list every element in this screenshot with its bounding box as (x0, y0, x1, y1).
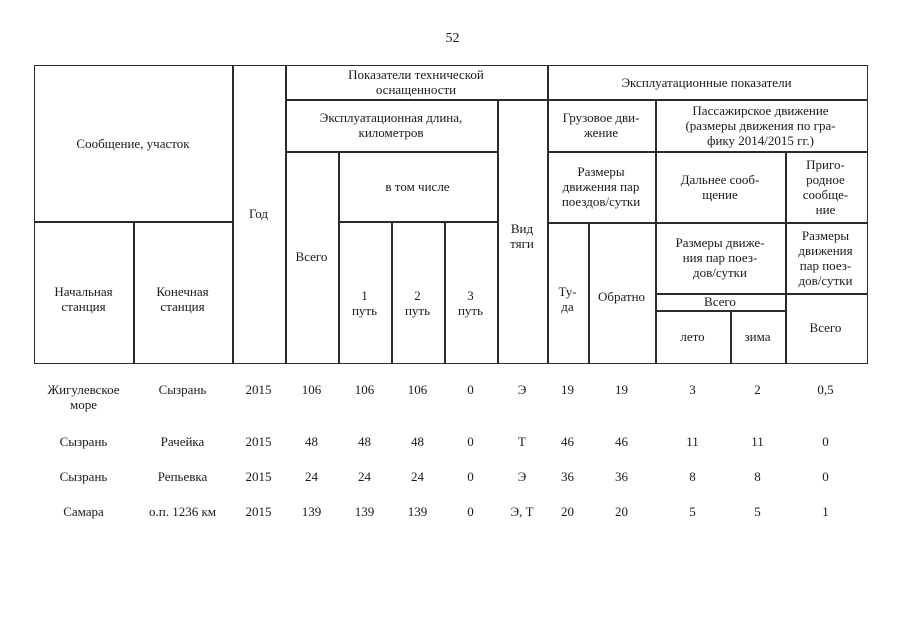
header-end-station: Конечная станция (156, 283, 209, 314)
cell-back: 46 (615, 434, 628, 449)
cell-track-2: 48 (411, 434, 424, 449)
header-track-3: 3 путь (457, 287, 484, 318)
header-sub-total: Всего (809, 320, 842, 335)
cell-summer: 5 (689, 504, 696, 519)
cell-there: 19 (561, 382, 574, 397)
cell-winter: 8 (754, 469, 761, 484)
cell-total: 139 (301, 504, 322, 519)
cell-summer: 3 (689, 382, 696, 397)
header-suburban: Приго- родное сообще- ние (802, 156, 849, 217)
cell-track-3: 0 (467, 382, 474, 397)
cell-traction: Э, Т (510, 504, 534, 519)
header-route: Сообщение, участок (76, 135, 190, 151)
cell-start: Сызрань (59, 434, 108, 449)
header-operational-length: Эксплуатационная длина, километров (319, 110, 463, 140)
cell-winter: 5 (754, 504, 761, 519)
cell-total: 106 (301, 382, 322, 397)
cell-suburban: 1 (822, 504, 829, 519)
cell-summer: 8 (689, 469, 696, 484)
cell-year: 2015 (245, 469, 272, 484)
header-including: в том числе (385, 178, 450, 194)
cell-there: 20 (561, 504, 574, 519)
cell-track-1: 48 (358, 434, 371, 449)
header-ld-sizes: Размеры движе- ния пар поез- дов/сутки (675, 235, 765, 280)
cell-track-3: 0 (467, 469, 474, 484)
cell-track-3: 0 (467, 504, 474, 519)
header-track-1: 1 путь (351, 287, 378, 318)
cell-back: 19 (615, 382, 628, 397)
cell-start: Самара (63, 504, 104, 519)
cell-track-2: 24 (411, 469, 424, 484)
header-freight: Грузовое дви- жение (562, 110, 640, 140)
header-back: Обратно (597, 288, 646, 304)
cell-winter: 11 (751, 434, 764, 449)
page-number: 52 (445, 31, 460, 46)
cell-start: Жигулевское море (47, 382, 120, 412)
header-operational-indicators: Эксплуатационные показатели (621, 74, 792, 90)
header-summer: лето (680, 328, 705, 344)
cell-track-2: 139 (407, 504, 428, 519)
cell-track-1: 106 (354, 382, 375, 397)
header-track-2: 2 путь (404, 287, 431, 318)
header-total: Всего (295, 249, 328, 264)
header-winter: зима (744, 328, 771, 344)
header-freight-sizes: Размеры движения пар поездов/сутки (561, 164, 641, 209)
cell-total: 24 (305, 469, 318, 484)
cell-traction: Э (517, 382, 527, 397)
cell-back: 36 (615, 469, 628, 484)
cell-end: Рачейка (160, 434, 205, 449)
header-start-station: Начальная станция (54, 283, 113, 314)
cell-suburban: 0 (822, 434, 829, 449)
cell-year: 2015 (245, 504, 272, 519)
cell-back: 20 (615, 504, 628, 519)
header-traction: Вид тяги (510, 220, 534, 251)
cell-there: 36 (561, 469, 574, 484)
cell-end: Сызрань (158, 382, 207, 397)
header-sub-sizes: Размеры движения пар поез- дов/сутки (798, 227, 853, 288)
cell-winter: 2 (754, 382, 761, 397)
cell-end: о.п. 1236 км (149, 504, 216, 519)
header-passenger: Пассажирское движение (размеры движения по гра- фику 2014/2015 гг.) (685, 102, 836, 148)
cell-suburban: 0,5 (817, 382, 834, 397)
header-long-distance: Дальнее сооб- щение (680, 171, 760, 202)
header-tech-indicators: Показатели технической оснащенности (348, 67, 484, 97)
cell-track-2: 106 (407, 382, 428, 397)
header-ld-total: Всего (704, 294, 736, 309)
cell-track-1: 24 (358, 469, 371, 484)
header-year: Год (248, 206, 269, 221)
cell-traction: Э (517, 469, 527, 484)
cell-end: Репьевка (157, 469, 208, 484)
cell-summer: 11 (686, 434, 699, 449)
cell-track-1: 139 (354, 504, 375, 519)
cell-year: 2015 (245, 434, 272, 449)
cell-suburban: 0 (822, 469, 829, 484)
cell-there: 46 (561, 434, 574, 449)
cell-year: 2015 (245, 382, 272, 397)
cell-traction: Т (518, 434, 526, 449)
cell-total: 48 (305, 434, 318, 449)
header-there: Ту- да (558, 284, 577, 314)
cell-start: Сызрань (59, 469, 108, 484)
cell-track-3: 0 (467, 434, 474, 449)
